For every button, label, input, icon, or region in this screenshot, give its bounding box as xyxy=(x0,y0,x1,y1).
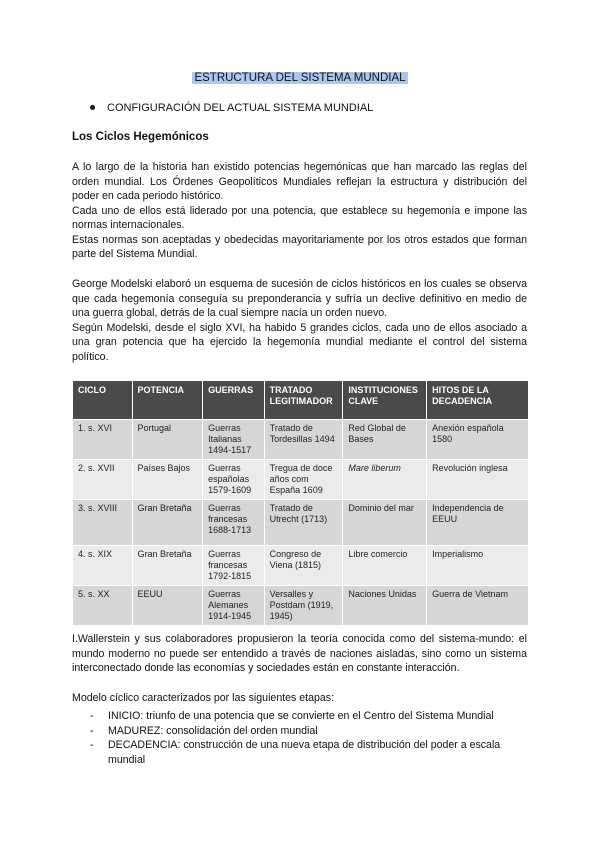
paragraph-line: George Modelski elaboró un esquema de sucesión de ciclos históricos en los cuales se observa que cada hegemonía conseguía su preponderancia y sufría un declive definitivo en medio de una guerra global, detrás de la cual siempre nacía un orden nuevo. xyxy=(72,278,527,319)
paragraph-line: Según Modelski, desde el siglo XVI, ha habido 5 grandes ciclos, cada uno de ellos asociado a una gran potencia que ha ejercido la hegemonía mundial mediante el control del sistema político. xyxy=(72,321,527,363)
table-cell: Versalles y Postdam (1919, 1945) xyxy=(264,586,343,626)
bullet-item xyxy=(90,102,373,114)
table-cell: Anexión española 1580 xyxy=(427,420,529,460)
table-row xyxy=(73,500,529,546)
paragraph-hegemonic-orders xyxy=(72,160,527,262)
table-cell: 4. s. XIX xyxy=(73,546,133,586)
table-cell: Congreso de Viena (1815) xyxy=(264,546,343,586)
table-cell: Guerras españolas 1579-1609 xyxy=(203,460,265,500)
table-header: POTENCIA xyxy=(132,381,203,420)
table-header: INSTITUCIONES CLAVE xyxy=(343,381,427,420)
table-cell: Guerra de Vietnam xyxy=(427,586,529,626)
table-cell: Gran Bretaña xyxy=(132,546,203,586)
table-cell: Naciones Unidas xyxy=(343,586,427,626)
table-cell: Portugal xyxy=(132,420,203,460)
table-cell: Dominio del mar xyxy=(343,500,427,546)
table-row xyxy=(73,420,529,460)
list-item: - INICIO: triunfo de una potencia que se convierte en el Centro del Sistema Mundial xyxy=(90,709,528,724)
table-cell: Tratado de Tordesillas 1494 xyxy=(264,420,343,460)
table-cell: Guerras francesas 1792-1815 xyxy=(203,546,265,586)
paragraph-wallerstein: I.Wallerstein y sus colaboradores propusieron la teoría conocida como del sistema-mundo: el mundo moderno no puede ser entendido a través de naciones aisladas, sino como un sistema interconectado donde las economías y sociedades están en constante interacción. xyxy=(72,633,527,674)
table-cell: 2. s. XVII xyxy=(73,460,133,500)
paragraph-model-intro: Modelo cíclico caracterizados por las siguientes etapas: xyxy=(72,692,335,704)
table-cell: Tratado de Utrecht (1713) xyxy=(264,500,343,546)
table-cell: Guerras Italianas 1494-1517 xyxy=(203,420,265,460)
table-row xyxy=(73,586,529,626)
table-cell: Mare liberum xyxy=(343,460,427,500)
table-cell: 1. s. XVI xyxy=(73,420,133,460)
table-header: TRATADO LEGITIMADOR xyxy=(264,381,343,420)
bullet-text: CONFIGURACIÓN DEL ACTUAL SISTEMA MUNDIAL xyxy=(107,102,374,114)
paragraph-modelski xyxy=(72,277,527,364)
stages-list xyxy=(90,709,528,767)
table-header: HITOS DE LA DECADENCIA xyxy=(427,381,529,420)
table-header-row xyxy=(73,381,529,420)
hegemonic-cycles-table xyxy=(72,380,529,626)
table-header: CICLO xyxy=(73,381,133,420)
table-cell: 3. s. XVIII xyxy=(73,500,133,546)
table-row xyxy=(73,546,529,586)
table-header: GUERRAS xyxy=(203,381,265,420)
table-cell: Países Bajos xyxy=(132,460,203,500)
table-cell: Revolución inglesa xyxy=(427,460,529,500)
paragraph-line: A lo largo de la historia han existido potencias hegemónicas que han marcado las reglas del orden mundial. Los Órdenes Geopolíticos Mundiales reflejan la estructura y distribución del poder en cada periodo histórico. xyxy=(72,161,527,202)
table-cell: Tregua de doce años com España 1609 xyxy=(264,460,343,500)
table-cell: Libre comercio xyxy=(343,546,427,586)
table-cell: Red Global de Bases xyxy=(343,420,427,460)
bullet-dot-icon xyxy=(90,105,95,110)
paragraph-line: Estas normas son aceptadas y obedecidas mayoritariamente por los otros estados que forman parte del Sistema Mundial. xyxy=(72,233,527,260)
table-row xyxy=(73,460,529,500)
table-cell: Gran Bretaña xyxy=(132,500,203,546)
page-title xyxy=(0,72,600,84)
page-title-text: ESTRUCTURA DEL SISTEMA MUNDIAL xyxy=(194,72,406,84)
list-item: - MADUREZ: consolidación del orden mundial xyxy=(90,724,528,739)
section-heading: Los Ciclos Hegemónicos xyxy=(72,131,209,143)
table-cell: Guerras francesas 1688-1713 xyxy=(203,500,265,546)
table-cell: 5. s. XX xyxy=(73,586,133,626)
paragraph-line: Cada uno de ellos está liderado por una potencia, que establece su hegemonía e impone las normas internacionales. xyxy=(72,204,527,231)
table-cell: Guerras Alemanes 1914-1945 xyxy=(203,586,265,626)
table-cell: EEUU xyxy=(132,586,203,626)
table-cell: Imperialismo xyxy=(427,546,529,586)
list-item: - DECADENCIA: construcción de una nueva etapa de distribución del poder a escala mundial xyxy=(90,738,528,767)
table-cell: Independencia de EEUU xyxy=(427,500,529,546)
